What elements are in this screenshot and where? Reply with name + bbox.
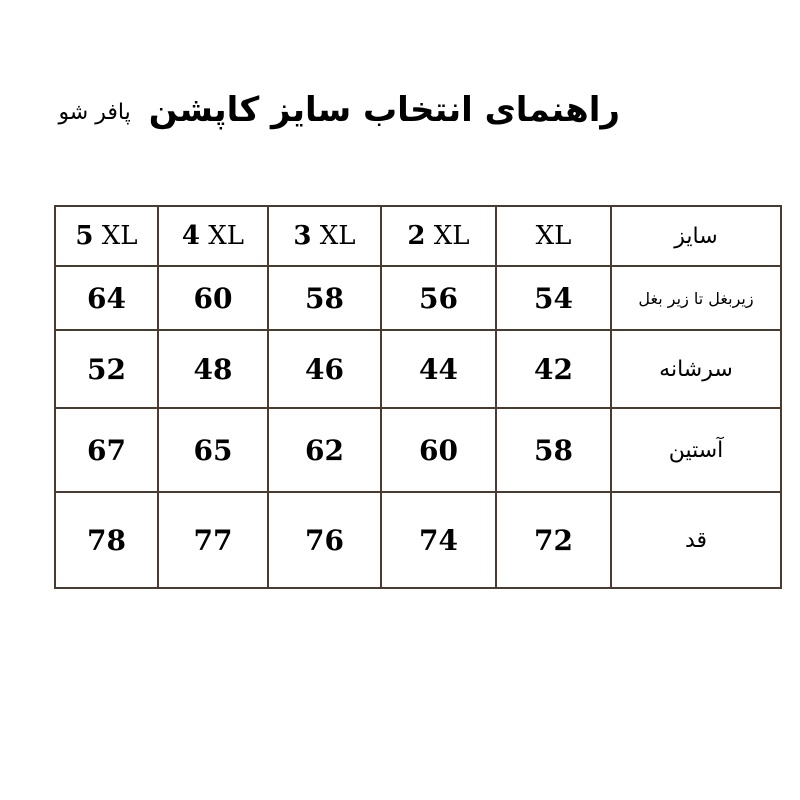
- table-cell: 77: [158, 492, 268, 588]
- table-cell: 76: [268, 492, 381, 588]
- size-chart-table: [54, 205, 782, 589]
- table-cell: 58: [496, 408, 611, 492]
- table-cell: 60: [158, 266, 268, 330]
- brand-name: پافر شو: [58, 99, 131, 125]
- size-header-2xl: 2 XL: [381, 206, 496, 266]
- table-cell: 65: [158, 408, 268, 492]
- table-row: [55, 266, 781, 330]
- table-cell: 56: [381, 266, 496, 330]
- row-label-shoulder: سرشانه: [611, 330, 781, 408]
- table-cell: 62: [268, 408, 381, 492]
- row-label-chest: زیربغل تا زیر بغل: [611, 266, 781, 330]
- table-cell: 42: [496, 330, 611, 408]
- table-cell: 54: [496, 266, 611, 330]
- table-cell: 46: [268, 330, 381, 408]
- table-header-row: [55, 206, 781, 266]
- table-cell: 67: [55, 408, 158, 492]
- table-cell: 44: [381, 330, 496, 408]
- table-row: [55, 408, 781, 492]
- row-label-length: قد: [611, 492, 781, 588]
- table-cell: 74: [381, 492, 496, 588]
- size-header-4xl: 4 XL: [158, 206, 268, 266]
- table-cell: 58: [268, 266, 381, 330]
- row-label-sleeve: آستین: [611, 408, 781, 492]
- size-header-3xl: 3 XL: [268, 206, 381, 266]
- table-row: [55, 492, 781, 588]
- table-cell: 52: [55, 330, 158, 408]
- table-cell: 48: [158, 330, 268, 408]
- table-cell: 78: [55, 492, 158, 588]
- page-title: راهنمای انتخاب سایز کاپشن: [148, 90, 620, 130]
- table-cell: 72: [496, 492, 611, 588]
- table-cell: 64: [55, 266, 158, 330]
- size-header-xl: XL: [496, 206, 611, 266]
- table-cell: 60: [381, 408, 496, 492]
- size-label: سایز: [611, 206, 781, 266]
- header: [60, 80, 620, 140]
- table-row: [55, 330, 781, 408]
- size-header-5xl: 5 XL: [55, 206, 158, 266]
